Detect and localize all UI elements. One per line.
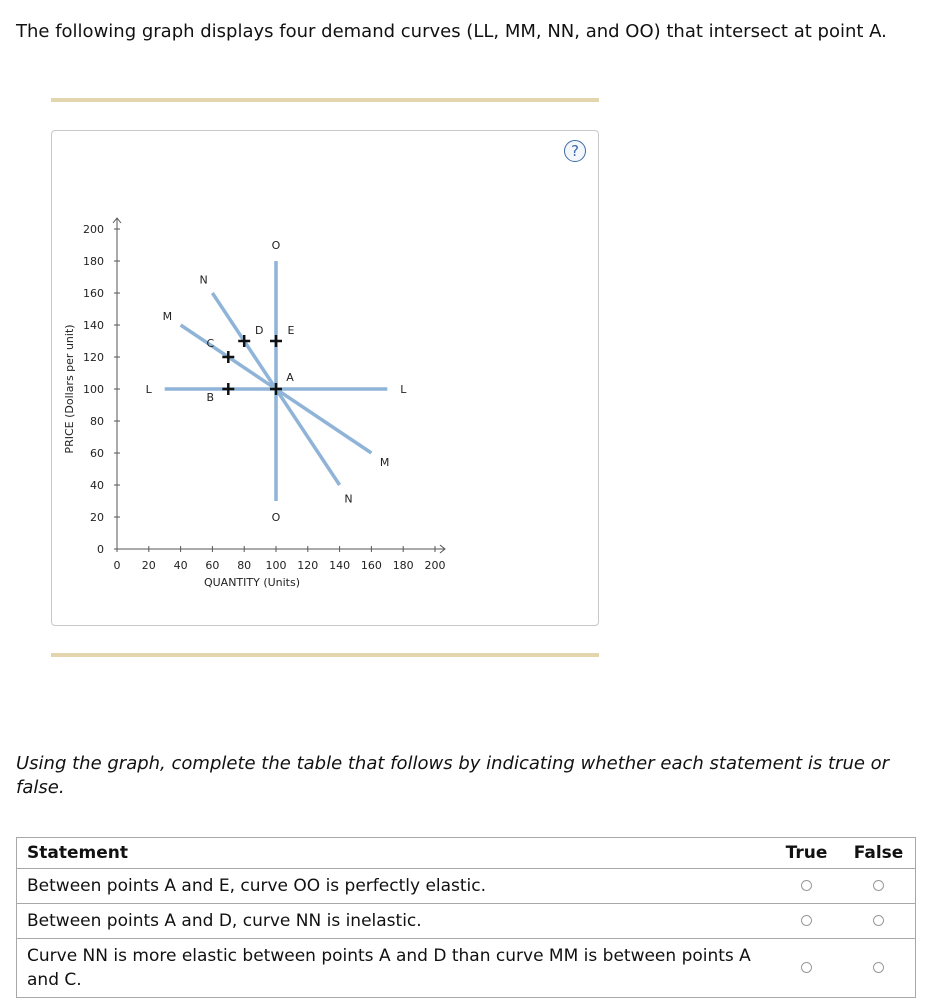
point-b-label: B xyxy=(206,391,215,404)
x-tick-label: 40 xyxy=(173,559,188,572)
table-row xyxy=(17,869,916,904)
point-e-label: E xyxy=(287,324,295,337)
x-tick-label: 180 xyxy=(392,559,414,572)
x-tick-label: 80 xyxy=(237,559,252,572)
y-tick-label: 0 xyxy=(97,543,104,556)
x-tick-label: 160 xyxy=(360,559,382,572)
true-radio[interactable] xyxy=(801,962,812,973)
y-tick-label: 200 xyxy=(83,223,104,236)
curve-m-end-label: M xyxy=(379,455,390,469)
y-axis-label: PRICE (Dollars per unit) xyxy=(63,324,76,454)
y-tick-label: 80 xyxy=(90,415,104,428)
y-tick-label: 140 xyxy=(83,319,104,332)
statement-text: Between points A and E, curve OO is perfectly elastic. xyxy=(17,869,771,904)
help-icon[interactable]: ? xyxy=(564,140,586,162)
statement-text: Between points A and D, curve NN is inelastic. xyxy=(17,904,771,939)
y-tick-label: 160 xyxy=(83,287,104,300)
point-e-marker xyxy=(270,335,282,347)
point-a-label: A xyxy=(286,371,294,384)
false-radio[interactable] xyxy=(873,880,884,891)
point-d-label: D xyxy=(254,324,264,337)
y-tick-label: 120 xyxy=(83,351,104,364)
point-b-marker xyxy=(222,383,234,395)
point-c-label: C xyxy=(206,337,215,350)
question-text: Using the graph, complete the table that follows by indicating whether each statement is true or false. xyxy=(16,753,890,798)
statement-text: Curve NN is more elastic between points A and D than curve MM is between points A and C. xyxy=(17,939,771,998)
x-tick-label: 200 xyxy=(424,559,446,572)
false-header: False xyxy=(842,838,915,869)
bottom-divider xyxy=(51,653,599,657)
x-tick-label: 100 xyxy=(265,559,287,572)
table-row xyxy=(17,939,916,998)
x-tick-label: 140 xyxy=(329,559,351,572)
curve-l-start-label: L xyxy=(145,383,152,396)
curve-n-end-label: N xyxy=(344,492,353,506)
graph-panel xyxy=(51,130,599,626)
curve-n-start-label: N xyxy=(199,273,208,287)
x-tick-label: 20 xyxy=(141,559,156,572)
x-tick-label: 60 xyxy=(205,559,220,572)
false-radio[interactable] xyxy=(873,915,884,926)
curve-o-end-label: O xyxy=(271,511,281,524)
statement-table xyxy=(16,837,916,998)
y-tick-label: 180 xyxy=(83,255,104,268)
curve-o-start-label: O xyxy=(271,239,281,252)
table-row xyxy=(17,904,916,939)
true-header: True xyxy=(771,838,842,869)
intro-text: The following graph displays four demand curves (LL, MM, NN, and OO) that intersect at point A. xyxy=(16,21,887,42)
y-tick-label: 60 xyxy=(90,447,104,460)
y-tick-label: 40 xyxy=(90,479,104,492)
false-radio[interactable] xyxy=(873,962,884,973)
x-tick-label: 0 xyxy=(113,559,121,572)
demand-curves-chart xyxy=(52,131,598,625)
true-radio[interactable] xyxy=(801,915,812,926)
statement-header: Statement xyxy=(17,838,771,869)
x-axis-label: QUANTITY (Units) xyxy=(203,576,301,589)
y-tick-label: 100 xyxy=(83,383,104,396)
table-header-row xyxy=(17,838,916,869)
curve-m-start-label: M xyxy=(162,310,173,324)
curve-l-end-label: L xyxy=(400,383,407,396)
top-divider xyxy=(51,98,599,102)
y-tick-label: 20 xyxy=(90,511,104,524)
x-tick-label: 120 xyxy=(297,559,319,572)
true-radio[interactable] xyxy=(801,880,812,891)
